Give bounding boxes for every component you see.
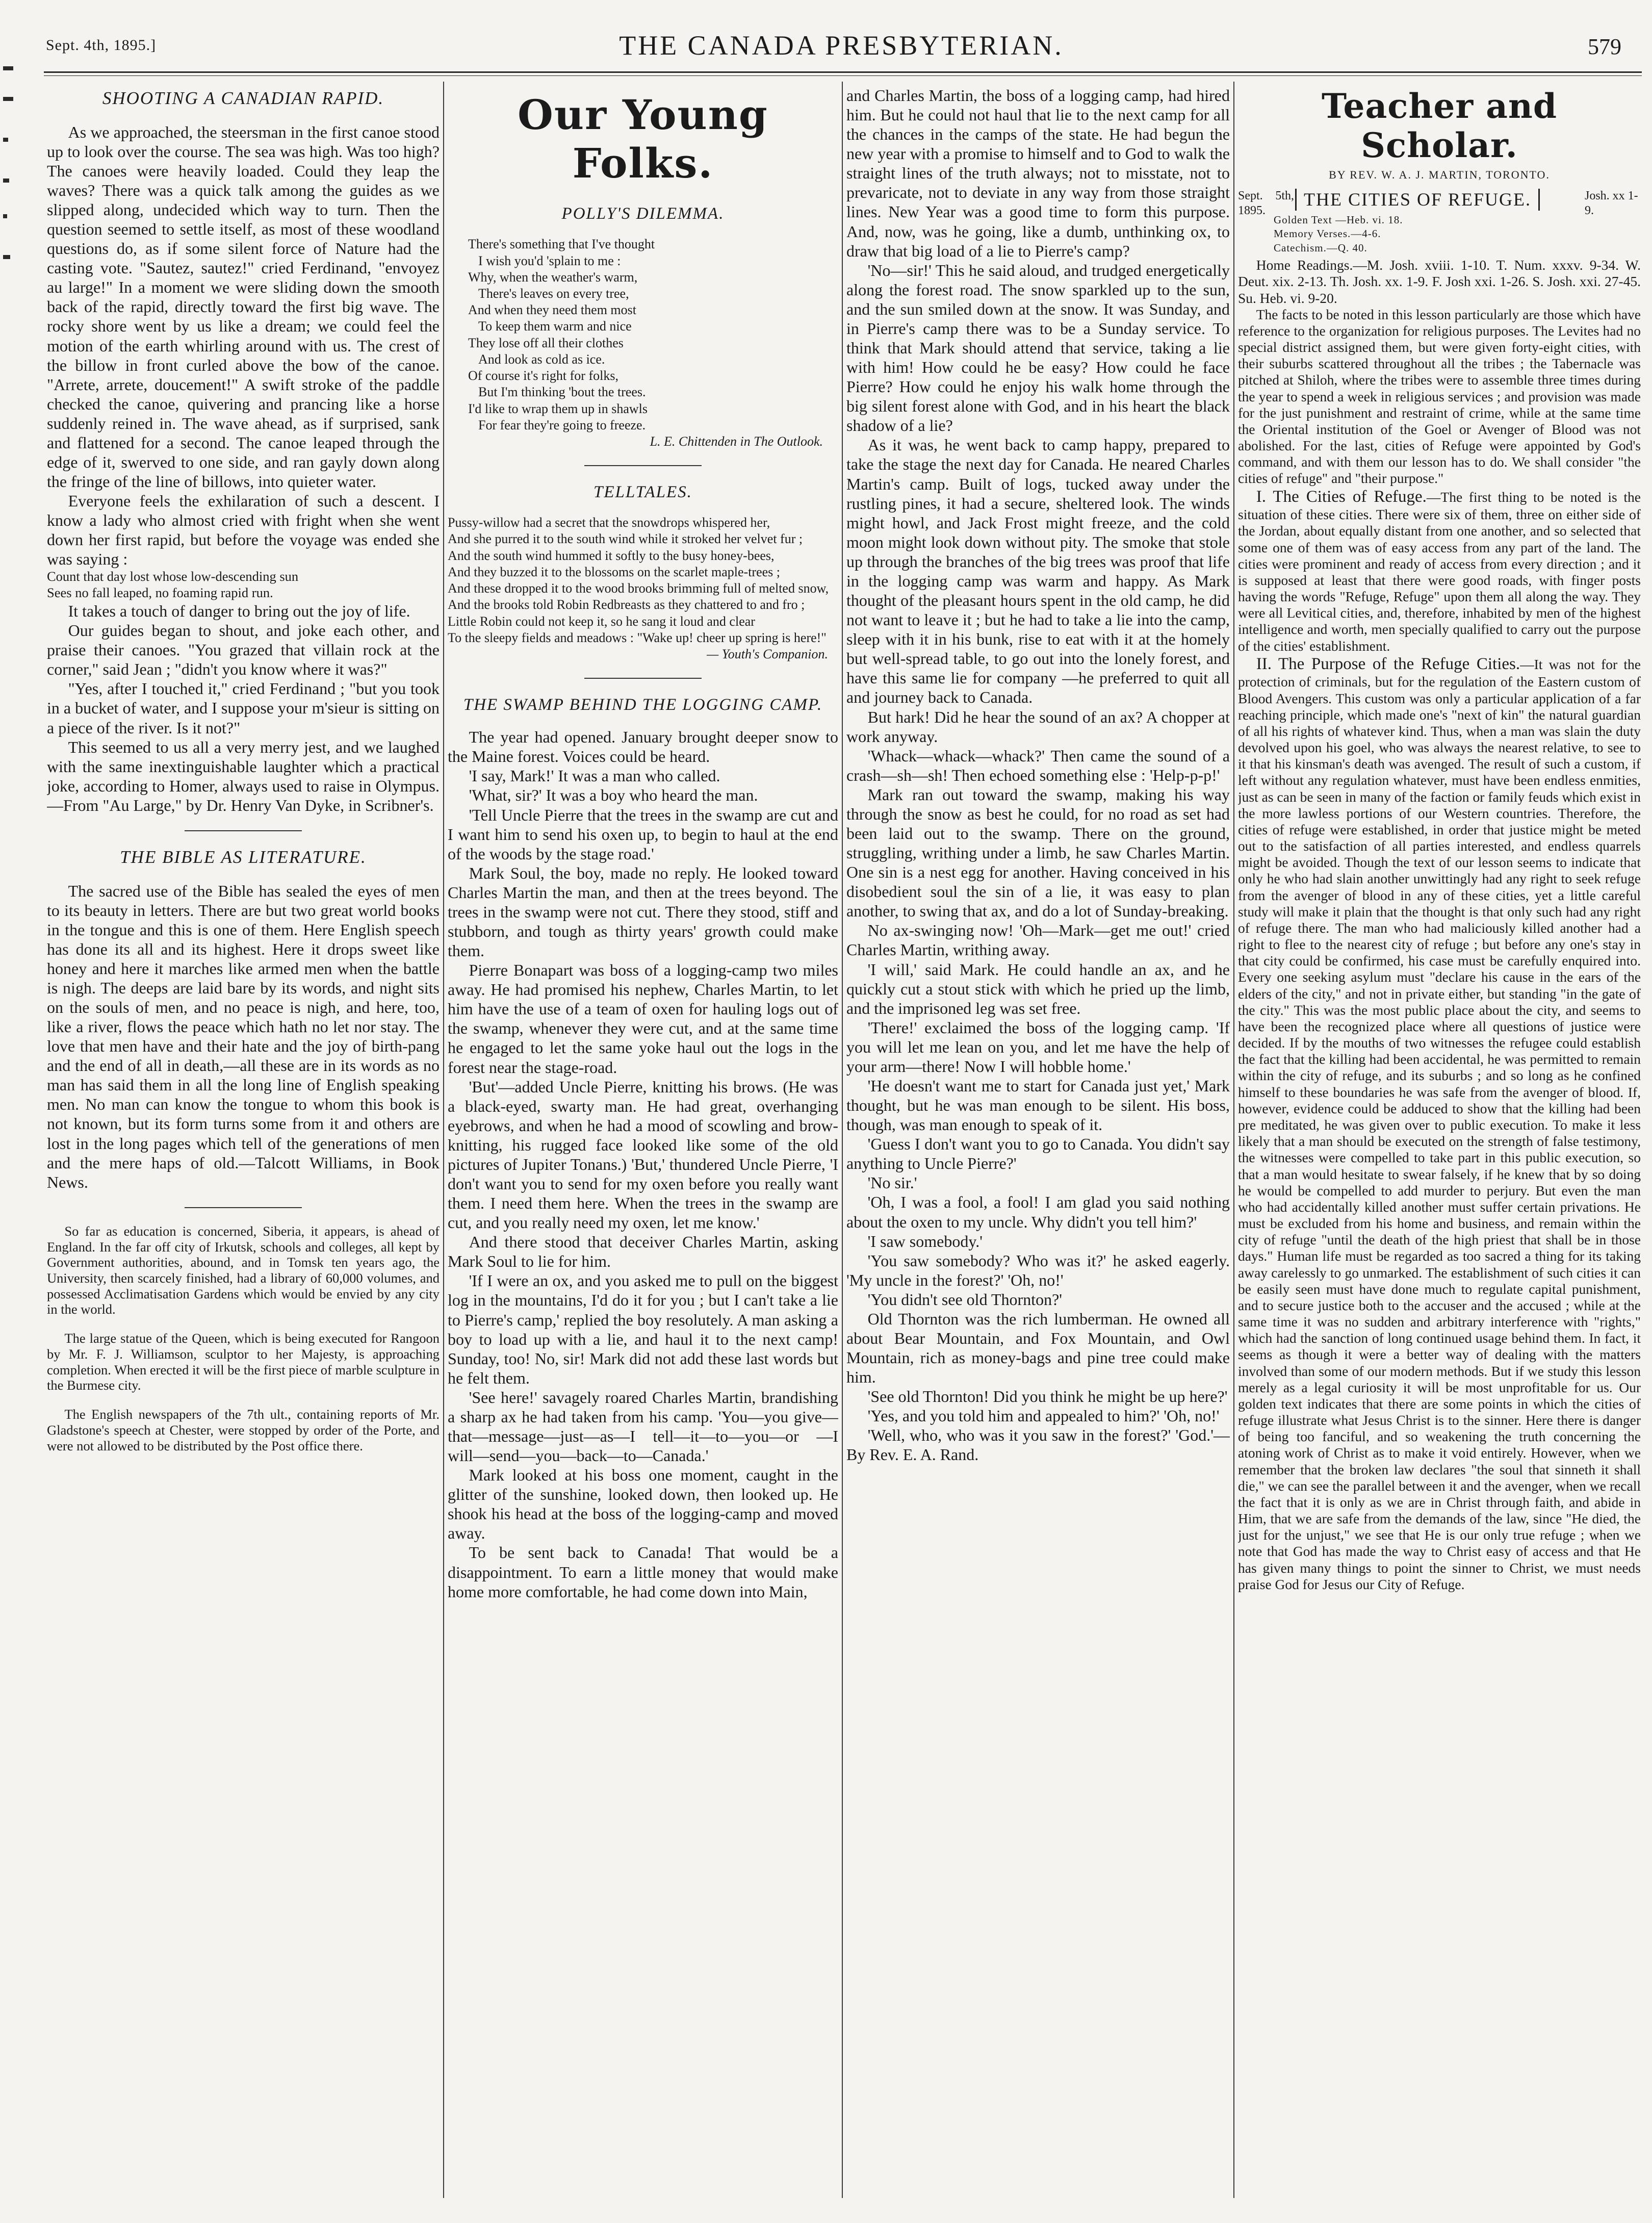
left-gutter-bleed [0, 61, 18, 326]
poem-line: But I'm thinking 'bout the trees. [478, 385, 646, 400]
masthead-rule-thin [44, 75, 1642, 76]
poem-line: To keep them warm and nice [478, 319, 632, 334]
poem-line: Of course it's right for folks, [468, 368, 618, 384]
poem-line: There's something that I've thought [468, 237, 655, 252]
quoted-verse: Count that day lost whose low-descending sun [47, 569, 299, 584]
paragraph: 'Yes, and you told him and appealed to him?' 'Oh, no!' [867, 1407, 1220, 1425]
news-note: The large statue of the Queen, which is being executed for Rangoon by Mr. F. J. Williamson, sculptor to her Majesty, is approaching completion. When erected it will be the first piece of marble sculpture in the Burmese city. [47, 1331, 440, 1393]
newspaper-title: THE CANADA PRESBYTERIAN. [619, 30, 1064, 61]
poem-line: There's leaves on every tree, [478, 286, 629, 301]
poem-line: I'd like to wrap them up in shawls [468, 401, 648, 416]
column-rule [1233, 82, 1234, 2198]
paragraph [1238, 654, 1641, 1593]
golden-text: Golden Text —Heb. vi. 18. [1274, 214, 1403, 226]
column-3 [846, 86, 1230, 2197]
paragraph: 'There!' exclaimed the boss of the logging camp. 'If you will let me lean on you, and let me have the help of your arm—there! Now I will hobble home.' [846, 1018, 1230, 1076]
poem-attribution: — Youth's Companion. [707, 647, 828, 662]
poem-line: For fear they're going to freeze. [478, 417, 646, 432]
poem-line: To the sleepy fields and meadows : "Wake up! cheer up spring is here!" [448, 630, 827, 645]
paragraph: 'You didn't see old Thornton?' [867, 1290, 1063, 1309]
column-1 [47, 86, 440, 2197]
subheading: I. The Cities of Refuge. [1256, 487, 1427, 506]
paragraph: It takes a touch of danger to bring out the joy of life. [68, 602, 410, 621]
news-note: The English newspapers of the 7th ult., containing reports of Mr. Gladstone's speech at Chester, were stopped by order of the Porte, and were not allowed to be distributed by the Post office there. [47, 1407, 440, 1453]
poem-line: And look as cold as ice. [478, 351, 605, 367]
news-note: So far as education is concerned, Siberia, it appears, is ahead of England. In the far off city of Irkutsk, schools and colleges, all kept by Government authorities, abound, and in Tomsk ten years ago, the University, then scarcely finished, had a library of 60,000 volumes, and possessed Acclimatisation Gardens which would be envied by any city in the world. [47, 1223, 440, 1317]
column-rule [842, 82, 843, 2198]
paragraph: 'Tell Uncle Pierre that the trees in the swamp are cut and I want him to send his oxen up, to begin to haul at the end of the woods by the stage road.' [448, 805, 838, 863]
paragraph: Mark ran out toward the swamp, making his way through the snow as best he could, for no road as set had been laid out to the swamp. There on the ground, struggling, writhing under a limb, he saw Charles Martin. One sin is a nest egg for another. Having conceived in his disobedient soul the sin of a lie, it was easy to plan another, to swing that ax, and do a lot of Sunday-breaking. [846, 785, 1230, 921]
paragraph: 'He doesn't want me to start for Canada just yet,' Mark thought, but he was man enough to be silent. His boss, though, was man enough to speak of it. [846, 1076, 1230, 1134]
lesson-date: Sept. 5th, 1895. [1238, 189, 1294, 217]
poem-line: Why, when the weather's warm, [468, 269, 638, 285]
paragraph: Everyone feels the exhilaration of such a descent. I know a lady who almost cried with fright when she went down her first rapid, but before the voyage was ended she was saying : [47, 492, 440, 569]
section-title-young-folks: Our Young Folks. [518, 91, 768, 188]
poem-title-polly: POLLY'S DILEMMA. [561, 205, 725, 223]
paragraph: 'I will,' said Mark. He could handle an ax, and he quickly cut a stout stick with which he pried up the limb, and the imprisoned leg was set free. [846, 960, 1230, 1017]
section-divider [584, 465, 702, 466]
poem-title-telltales: TELLTALES. [593, 483, 692, 502]
byline: BY REV. W. A. J. MARTIN, TORONTO. [1329, 168, 1550, 182]
column-4 [1238, 86, 1641, 2197]
paragraph: The sacred use of the Bible has sealed the eyes of men to its beauty in letters. There are but two great world books in the tongue and this is one of them. Here English speech has done its all and its highest. Here it drops sweet like honey and here it marches like armed men when the battle is nigh. The deeps are laid bare by its words, and night sits on the souls of men, and no peace is nigh, and here, too, like a river, flows the peace which hath no let nor stay. The love that men have and their hate and the joy of birth-pang and the end of all in death,—all these are in its words as no man has said them in all the long line of English speaking men. No man can know the tongue to whom this book is not known, but its form turns some from it and others are lost in the long pages which tell of the generations of men and the mere haps of old.—Talcott Williams, in Book News. [47, 881, 440, 1191]
paragraph: The year had opened. January brought deeper snow to the Maine forest. Voices could be heard. [448, 728, 838, 766]
quoted-verse: Sees no fall leaped, no foaming rapid run. [47, 585, 273, 601]
paragraph: 'I say, Mark!' It was a man who called. [469, 766, 720, 785]
paragraph: The facts to be noted in this lesson particularly are those which have reference to the organization for religious purposes. The Levites had no special district assigned them, but were given forty-eight cities, with their suburbs scattered throughout all the tribes ; the Tabernacle was pitched at Shiloh, where the tribes were to assemble three times during the year to spend a week in religious services ; and provision was made for the just punishment and restraint of crime, while at the same time the Oriental institution of the Goel or Avenger of Blood was not abolished. For the last, cities of Refuge were appointed by God's command, and with them our lesson has to do. We shall consider "the cities of refuge" and "their purpose." [1238, 306, 1641, 487]
lesson-reference: Josh. xx 1-9. [1585, 189, 1638, 217]
paragraph: 'No—sir!' This he said aloud, and trudged energetically along the forest road. The snow sparkled up to the sun, and the sun smiled down at the snow. It was Sunday, and in Pierre's camp there was to be a Sunday service. To think that Mark should attend that service, taking a lie with him! How could he be easy? How could he face Pierre? How could he enjoy his walk home through the big silent forest alone with God, and in his heart the black shadow of a lie? [846, 261, 1230, 435]
lesson-title: THE CITIES OF REFUGE. [1295, 189, 1540, 211]
story-title-swamp: THE SWAMP BEHIND THE LOGGING CAMP. [463, 696, 823, 714]
section-divider [584, 678, 702, 679]
paragraph: As it was, he went back to camp happy, prepared to take the stage the next day for Canada. He neared Charles Martin's camp. Built of logs, tucked away under the rustling pines, it had a secure, sheltered look. The winds might howl, and Jack Frost might freeze, and the cold moon might look down without pity. The smoke that stole up through the branches of the big trees was proof that life in the logging camp was warm and happy. As Mark thought of the pleasant hours spent in the old camp, he did not want to leave it ; but he had to take a lie into the camp, sleep with it in his bunk, rise to eat with it at the homely but well-spread table, to go out into the lonely forest, and have this same lie for company —he preferred to quit all and journey back to Canada. [846, 436, 1230, 707]
poem-line: And they buzzed it to the blossoms on the scarlet maple-trees ; [448, 564, 780, 579]
catechism: Catechism.—Q. 40. [1274, 241, 1367, 254]
article-title-bible: THE BIBLE AS LITERATURE. [120, 847, 367, 867]
paragraph: 'But'—added Uncle Pierre, knitting his brows. (He was a black-eyed, swarty man. He had great, overhanging eyebrows, and when he had a mood of scowling and brow-knitting, his rugged face looked like some of the old pictures of Jupiter Tonans.) 'But,' thundered Uncle Pierre, 'I don't want you to send for my oxen before you really want them. I need them here. When the trees in the swamp are cut, and you really need my oxen, let me know.' [448, 1077, 838, 1232]
paragraph-text: —It was not for the protection of criminals, but for the regulation of the Eastern custom of Blood Avengers. This custom was only a particular application of a far reaching principle, which made one's "next of kin" the natural guardian of all his rights of whatever kind. Thus, when a man was slain the duty devolved upon his goel, who was always the nearest relative, to see to it that his kinsman's death was avenged. The result of such a custom, if left without any regulation whatever, must have been endless enmities, just as can be seen in many of the faction or family feuds which exist in the more lawless portions of our Western countries. Therefore, the cities of refuge were established, in order that justice might be meted out to the satisfaction of all parties interested, and endless quarrels might be avoided. Though the text of our lesson seems to indicate that only he who had slain another unwittingly had any right to seek refuge from the avenger of blood in any of these cities, yet a little careful study will make it plain that the thought is that only such had any right of refuge there. The man who had maliciously killed another had a right to flee to the nearest city of refuge ; but before any one's stay in that city could be confirmed, his case must be carefully enquired into. Every one seeking asylum must "declare his cause in the ears of the elders of the city," and not in private either, but standing "in the gate of the city." This was the most public place about the city, and seems to have been the recognized place where all questions of justice were decided. If by the mouths of two witnesses the refugee could establish the fact that the killing had been accidental, he was permitted to remain within the city of refuge, and its suburbs ; and so long as he confined himself to these boundaries he was safe from the avenger of blood. If, however, evidence could be adduced to show that the killing had been pre meditated, he was given over to public execution. To make it less likely that a man should be executed on the strength of false testimony, the witnesses were compelled to take part in this public execution, so that a man would hesitate to swear falsely, if he knew that by so doing he would be compelled to add murder to perjury. But even the man who had accidentally killed another must suffer certain privations. He must be excluded from his home and business, and remain within the city of refuge "until the death of the high priest that shall be in those days." Human life must be regarded as too sacred a thing for its taking away carelessly to go unmarked. The establishment of such cities it can be easily seen must have done much to regulate capital punishment, and to secure justice both to the accuser and the accused ; while at the same time it was no sudden and arbitrary interference with "rights," which had the sanction of long continued usage behind them. In fact, it seems as though it were a better way of dealing with the matters involved than some of our modern methods. But if we study this lesson merely as a legal curiosity it will be most unprofitable for us. Our golden text indicates that there are some points in which the cities of refuge illustrate what Jesus Christ is to the sinner. Here there is danger of being too fanciful, and so weakening the truth concerning the atoning work of Christ as to make it void entirely. However, when we remember that the broken law declares "the soul that sinneth it shall die," we can see the parallel between it and the avenger, when we recall the fact that it is only as we are in Christ through faith, and abide in Him, that we are safe from the demands of the law, since "He died, the just for the unjust," we see that He is our only true refuge ; when we note that God has made the way to Christ easy of access and that He has given many things to point the sinner to Christ, we must needs praise God for Jesus our City of Refuge. [1238, 656, 1641, 1592]
paragraph: As we approached, the steersman in the first canoe stood up to look over the course. The sea was high. Was too high? The canoes were heavily loaded. Could they leap the waves? There was a quick talk among the guides as we slipped along, undecided which way to turn. Then the question seemed to settle itself, as most of these woodland questions do, as if some silent force of Nature had the casting vote. "Sautez, sautez!" cried Ferdinand, "envoyez au large!" In a moment we were sliding down the smooth back of the rapid, directly toward the first big wave. The rocky shore went by us like a dream; we could feel the motion of the earth whirling around with us. The crest of the billow in front curled above the bow of the canoe. "Arrete, arrete, doucement!" A swift stroke of the paddle checked the canoe, quivering and prancing like a horse suddenly reined in. The wave ahead, as if surprised, sank and flattened for a second. The canoe leaped through the edge of it, swerved to one side, and ran gayly down along the fringe of the line of billows, into quieter water. [47, 122, 440, 491]
poem-line: Little Robin could not keep it, so he sang it loud and clear [448, 614, 755, 629]
poem-line: And the south wind hummed it softly to the busy honey-bees, [448, 548, 775, 563]
paragraph: But hark! Did he hear the sound of an ax? A chopper at work anyway. [846, 707, 1230, 746]
paragraph: This seemed to us all a very merry jest, and we laughed with the same inextinguishable laughter which a practical joke, according to Homer, always used to raise in Olympus.—From "Au Large," by Dr. Henry Van Dyke, in Scribner's. [47, 737, 440, 814]
lesson-header [1238, 189, 1641, 254]
issue-date: Sept. 4th, 1895.] [46, 37, 157, 54]
paragraph: No ax-swinging now! 'Oh—Mark—get me out!' cried Charles Martin, writhing away. [846, 921, 1230, 959]
page-number: 579 [1588, 34, 1621, 59]
section-divider [185, 830, 302, 831]
poem-line: And she purred it to the south wind while it stroked her velvet fur ; [448, 531, 803, 547]
article-title-rapid: SHOOTING A CANADIAN RAPID. [102, 88, 384, 108]
paragraph: 'Whack—whack—whack?' Then came the sound of a crash—sh—sh! Then echoed something else : 'Help-p-p!' [846, 746, 1230, 784]
subheading: II. The Purpose of the Refuge Cities. [1256, 654, 1520, 673]
lesson-texts [1274, 213, 1403, 255]
paragraph: Our guides began to shout, and joke each other, and praise their canoes. "You grazed that villain rock at the corner," said Jean ; "didn't you know where it was?" [47, 621, 440, 679]
paragraph: 'No sir.' [867, 1173, 917, 1192]
paragraph: 'Well, who, who was it you saw in the forest?' 'God.'—By Rev. E. A. Rand. [846, 1426, 1230, 1464]
section-divider [185, 1207, 302, 1208]
memory-verses: Memory Verses.—4-6. [1274, 227, 1381, 240]
paragraph: 'Guess I don't want you to go to Canada. You didn't say anything to Uncle Pierre?' [846, 1135, 1230, 1173]
poem-line: And the brooks told Robin Redbreasts as they chattered to and fro ; [448, 597, 805, 612]
section-title-teacher-scholar: Teacher and Scholar. [1321, 86, 1558, 166]
home-readings: Home Readings.—M. Josh. xviii. 1-10. T. Num. xxxv. 9-34. W. Deut. xix. 2-13. Th. Josh. xx. 1-9. F. Josh xxi. 1-26. S. Josh. xxi. 27-45. Su. Heb. vi. 9-20. [1238, 257, 1641, 306]
paragraph-text: —The first thing to be noted is the situation of these cities. There were six of them, three on either side of the Jordan, about equally distant from one another, and so selected that some one of them was of easy access from any part of the land. The cities were prominent and ready of access from every direction ; and it is supposed at least that there were good roads, with finger posts having the words "Refuge, Refuge" upon them all along the way. They were all Levitical cities, and, therefore, inhabited by men of the highest intelligence and worth, men specially qualified to carry out the purpose of the cities' establishment. [1238, 489, 1641, 654]
paragraph: To be sent back to Canada! That would be a disappointment. To earn a little money that would make home more comfortable, he had come down into Main, [448, 1543, 838, 1601]
column-rule [443, 82, 444, 2198]
paragraph [1238, 487, 1641, 654]
poem-line: And these dropped it to the wood brooks brimming full of melted snow, [448, 581, 829, 596]
paragraph: 'See here!' savagely roared Charles Martin, brandishing a sharp ax he had taken from his camp. 'You—you give—that—message—just—as—I tell—it—to—you—or —I will—send—you—back—to—Canada.' [448, 1388, 838, 1465]
paragraph: 'See old Thornton! Did you think he might be up here?' [867, 1387, 1228, 1406]
poem-attribution: L. E. Chittenden in The Outlook. [650, 434, 823, 449]
paragraph: 'I saw somebody.' [867, 1232, 983, 1250]
paragraph: 'Oh, I was a fool, a fool! I am glad you said nothing about the oxen to my uncle. Why didn't you tell him?' [846, 1193, 1230, 1231]
paragraph: 'If I were an ox, and you asked me to pull on the biggest log in the mountains, I'd do it for you ; but I can't take a lie to Pierre's camp,' replied the boy resolutely. A man asking a boy to load up with a lie, and haul it to the next camp! Sunday, too! No, sir! Mark did not add these last words but he felt them. [448, 1271, 838, 1387]
paragraph: And there stood that deceiver Charles Martin, asking Mark Soul to lie for him. [448, 1233, 838, 1271]
paragraph: and Charles Martin, the boss of a logging camp, had hired him. But he could not haul that lie to the next camp for all the chances in the camps of the state. He had begun the new year with a promise to himself and to God to walk the straight lines of the truth always; not to misstate, not to prevaricate, not to deviate in any way from those straight lines. New Year was a good time to form this purpose. And, now, was he going, like a dumb, unthinking ox, to draw that big load of a lie to Pierre's camp? [846, 86, 1230, 260]
poem-line: Pussy-willow had a secret that the snowdrops whispered her, [448, 515, 770, 530]
paragraph: 'You saw somebody? Who was it?' he asked eagerly. 'My uncle in the forest?' 'Oh, no!' [846, 1251, 1230, 1289]
paragraph: Pierre Bonapart was boss of a logging-camp two miles away. He had promised his nephew, Charles Martin, to let him have the use of a team of oxen for hauling logs out of the swamp, whenever they were cut, and at the same time he engaged to let the same yoke haul out the logs in the forest near the stage-road. [448, 961, 838, 1077]
poem-telltales [448, 515, 838, 662]
poem-line: I wish you'd 'splain to me : [478, 253, 621, 268]
paragraph: 'What, sir?' It was a boy who heard the man. [469, 786, 758, 805]
poem-line: They lose off all their clothes [468, 335, 624, 350]
masthead [46, 30, 1637, 70]
column-2 [448, 86, 838, 2197]
paragraph: Old Thornton was the rich lumberman. He owned all about Bear Mountain, and Fox Mountain, and Owl Mountain, rich as money-bags and pine tree could make him. [846, 1309, 1230, 1387]
paragraph: Mark looked at his boss one moment, caught in the glitter of the sunshine, looked down, then looked up. He shook his head at the boss of the logging-camp and moved away. [448, 1466, 838, 1543]
poem-line: And when they need them most [468, 302, 636, 318]
poem-polly [448, 236, 838, 450]
paragraph: Mark Soul, the boy, made no reply. He looked toward Charles Martin the man, and then at the trees beyond. The trees in the swamp were not cut. There they stood, stiff and stubborn, and tough as thirty years' growth could make them. [448, 863, 838, 960]
paragraph: "Yes, after I touched it," cried Ferdinand ; "but you took in a bucket of water, and I suppose your m'sieur is sitting on a piece of the river. Is it not?" [47, 679, 440, 737]
masthead-rule [44, 71, 1642, 73]
